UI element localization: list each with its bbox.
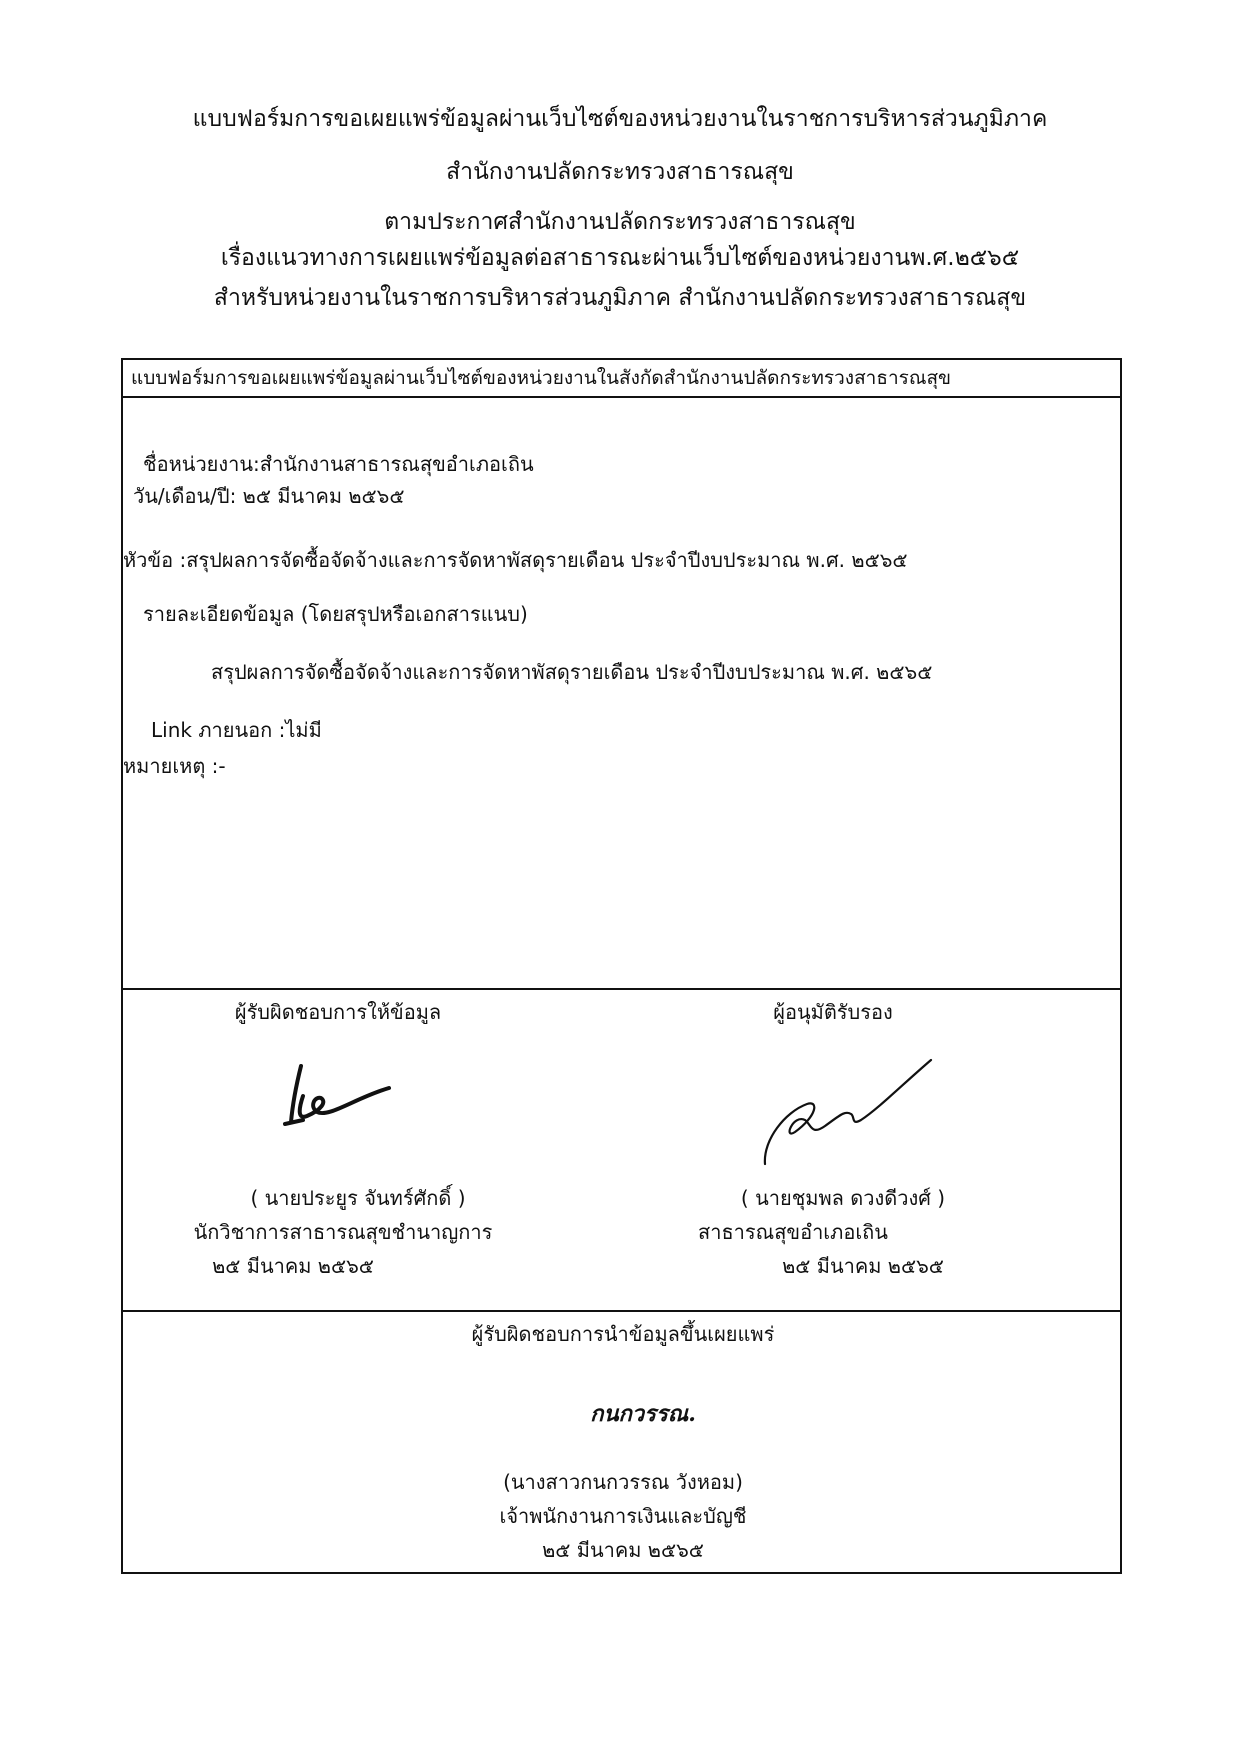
publisher-signature: กนกวรรณ.: [590, 1401, 696, 1427]
publisher-date: ๒๕ มีนาคม ๒๕๖๕: [542, 1538, 704, 1562]
external-link: Link ภายนอก :ไม่มี: [151, 718, 322, 742]
responsible-heading: ผู้รับผิดชอบการให้ข้อมูล: [234, 1000, 442, 1024]
header-line-2: สำนักงานปลัดกระทรวงสาธารณสุข: [446, 159, 794, 185]
responsible-name: ( นายประยูร จันทร์ศักดิ์ ): [250, 1186, 466, 1210]
form-box: [121, 358, 1122, 1574]
header-line-4: เรื่องแนวทางการเผยแพร่ข้อมูลต่อสาธารณะผ่านเว็บไซต์ของหน่วยงานพ.ศ.๒๕๖๕: [220, 245, 1020, 271]
divider-title: [123, 396, 1120, 398]
publisher-heading: ผู้รับผิดชอบการนำข้อมูลขึ้นเผยแพร่: [471, 1322, 775, 1346]
header-line-1: แบบฟอร์มการขอเผยแพร่ข้อมูลผ่านเว็บไซต์ของหน่วยงานในราชการบริหารส่วนภูมิภาค: [192, 106, 1048, 132]
publisher-name: (นางสาวกนกวรรณ วังหอม): [503, 1470, 743, 1494]
remark: หมายเหตุ :-: [123, 754, 226, 778]
divider-publisher: [123, 1310, 1120, 1312]
approver-name: ( นายชุมพล ดวงดีวงศ์ ): [740, 1186, 946, 1210]
responsible-signature: [263, 1060, 403, 1140]
details-text: สรุปผลการจัดซื้อจัดจ้างและการจัดหาพัสดุรายเดือน ประจำปีงบประมาณ พ.ศ. ๒๕๖๕: [211, 660, 933, 684]
approver-heading: ผู้อนุมัติรับรอง: [773, 1000, 893, 1024]
header-line-3: ตามประกาศสำนักงานปลัดกระทรวงสาธารณสุข: [384, 209, 856, 235]
responsible-position: นักวิชาการสาธารณสุขชำนาญการ: [193, 1220, 493, 1244]
approver-signature: [755, 1040, 935, 1170]
details-label: รายละเอียดข้อมูล (โดยสรุปหรือเอกสารแนบ): [143, 602, 528, 626]
divider-signatures: [123, 988, 1120, 990]
publisher-position: เจ้าพนักงานการเงินและบัญชี: [499, 1504, 747, 1528]
approver-position: สาธารณสุขอำเภอเถิน: [698, 1220, 888, 1244]
header-line-5: สำหรับหน่วยงานในราชการบริหารส่วนภูมิภาค สำนักงานปลัดกระทรวงสาธารณสุข: [213, 285, 1027, 311]
form-date: วัน/เดือน/ปี: ๒๕ มีนาคม ๒๕๖๕: [133, 484, 405, 508]
responsible-date: ๒๕ มีนาคม ๒๕๖๕: [212, 1254, 374, 1278]
form-title: แบบฟอร์มการขอเผยแพร่ข้อมูลผ่านเว็บไซต์ของหน่วยงานในสังกัดสำนักงานปลัดกระทรวงสาธารณสุข: [131, 367, 952, 389]
unit-name: ชื่อหน่วยงาน:สำนักงานสาธารณสุขอำเภอเถิน: [143, 452, 534, 476]
topic: หัวข้อ :สรุปผลการจัดซื้อจัดจ้างและการจัดหาพัสดุรายเดือน ประจำปีงบประมาณ พ.ศ. ๒๕๖๕: [123, 548, 908, 572]
approver-date: ๒๕ มีนาคม ๒๕๖๕: [782, 1254, 944, 1278]
